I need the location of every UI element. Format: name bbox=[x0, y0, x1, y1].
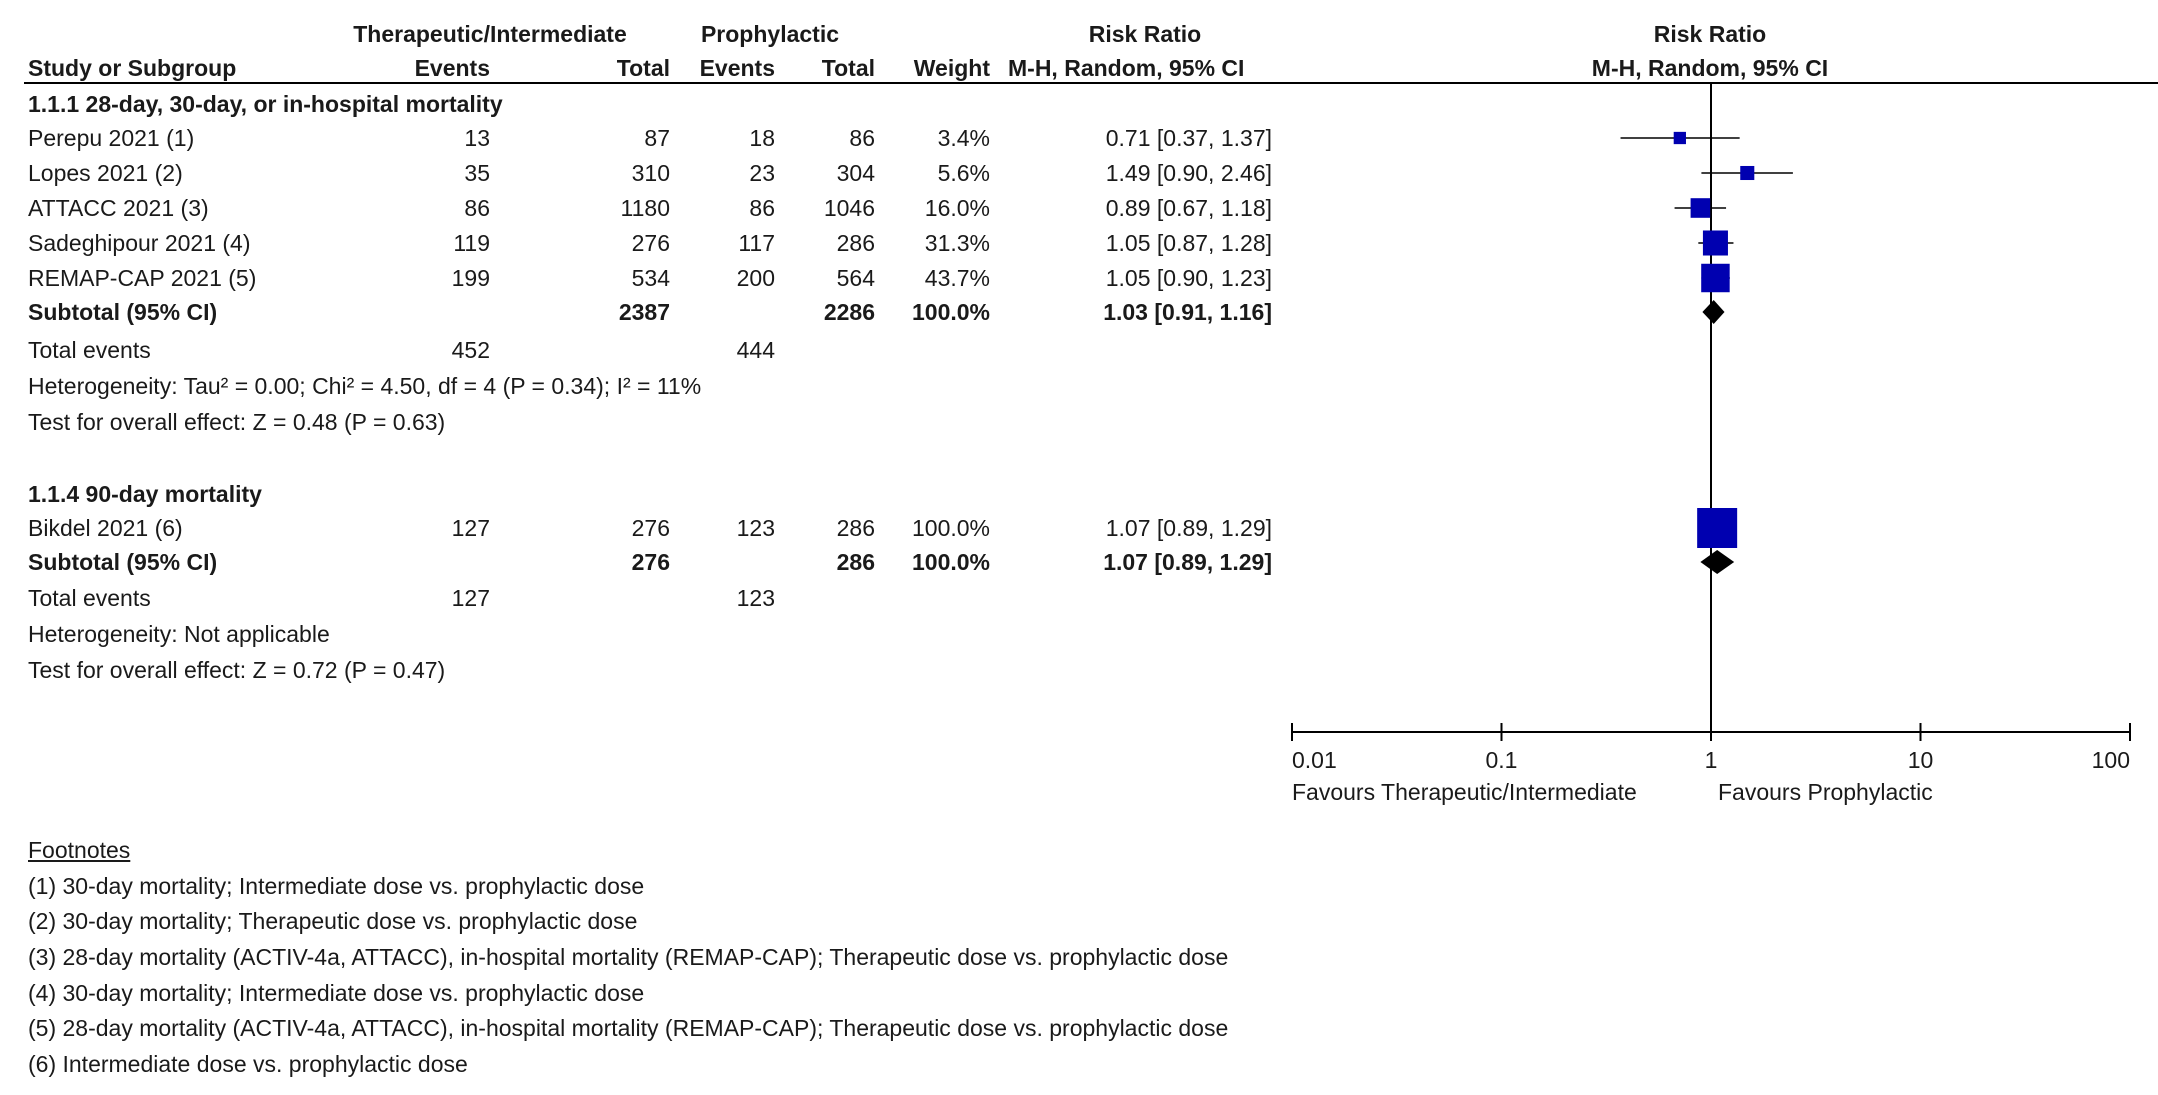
weight-value: 3.4% bbox=[937, 125, 990, 151]
study-square bbox=[1740, 166, 1754, 180]
weight-value: 31.3% bbox=[924, 230, 990, 256]
heterogeneity-text: Heterogeneity: Tau² = 0.00; Chi² = 4.50, df = 4 (P = 0.34); I² = 11% bbox=[28, 373, 702, 399]
ci-value: 1.05 [0.87, 1.28] bbox=[1105, 230, 1272, 256]
subtotal-total1: 276 bbox=[631, 549, 670, 575]
total2-value: 86 bbox=[849, 125, 875, 151]
study-name: ATTACC 2021 (3) bbox=[28, 195, 209, 221]
study-name: Sadeghipour 2021 (4) bbox=[28, 230, 251, 256]
events1-header: Events bbox=[414, 55, 490, 81]
weight-value: 16.0% bbox=[924, 195, 990, 221]
subtotal-weight: 100.0% bbox=[911, 549, 990, 575]
rr-title: Risk Ratio bbox=[1088, 21, 1202, 47]
study-square bbox=[1703, 230, 1728, 255]
subgroup-title: 1.1.1 28-day, 30-day, or in-hospital mortality bbox=[28, 91, 503, 117]
footnote-item: (4) 30-day mortality; Intermediate dose vs. prophylactic dose bbox=[28, 980, 645, 1006]
study-name: Lopes 2021 (2) bbox=[28, 160, 183, 186]
plot-method-header: M-H, Random, 95% CI bbox=[1591, 55, 1829, 81]
footnote-item: (1) 30-day mortality; Intermediate dose vs. prophylactic dose bbox=[28, 873, 645, 899]
overall-effect-text: Test for overall effect: Z = 0.72 (P = 0.47) bbox=[28, 657, 446, 683]
events2-value: 200 bbox=[736, 265, 775, 291]
events1-value: 86 bbox=[464, 195, 490, 221]
subtotal-ci: 1.07 [0.89, 1.29] bbox=[1103, 549, 1272, 575]
study-name: Perepu 2021 (1) bbox=[28, 125, 195, 151]
subtotal-total2: 2286 bbox=[823, 299, 875, 325]
subtotal-total2: 286 bbox=[836, 549, 875, 575]
study-name: REMAP-CAP 2021 (5) bbox=[28, 265, 257, 291]
rr-method-header: M-H, Random, 95% CI bbox=[1008, 55, 1245, 81]
events2-value: 117 bbox=[738, 230, 775, 256]
favours-left-label: Favours Therapeutic/Intermediate bbox=[1292, 779, 1637, 805]
overall-effect-text: Test for overall effect: Z = 0.48 (P = 0.63) bbox=[28, 409, 446, 435]
x-tick-label: 100 bbox=[2091, 747, 2130, 773]
weight-header: Weight bbox=[913, 55, 990, 81]
subgroup-title: 1.1.4 90-day mortality bbox=[28, 481, 262, 507]
group1-header: Therapeutic/Intermediate bbox=[353, 21, 627, 47]
subtotal-ci: 1.03 [0.91, 1.16] bbox=[1103, 299, 1272, 325]
events2-value: 123 bbox=[736, 515, 775, 541]
weight-value: 100.0% bbox=[911, 515, 990, 541]
total-events2: 444 bbox=[736, 337, 775, 363]
total2-header: Total bbox=[821, 55, 875, 81]
subtotal-weight: 100.0% bbox=[911, 299, 990, 325]
footnote-item: (3) 28-day mortality (ACTIV-4a, ATTACC), in-hospital mortality (REMAP-CAP); Therapeutic dose vs. prophylactic dose bbox=[28, 944, 1229, 970]
weight-value: 5.6% bbox=[937, 160, 990, 186]
study-column-header: Study or Subgroup bbox=[28, 55, 237, 81]
study-square bbox=[1701, 264, 1729, 292]
events1-value: 127 bbox=[451, 515, 490, 541]
total-events-label: Total events bbox=[28, 337, 151, 363]
weight-value: 43.7% bbox=[924, 265, 990, 291]
ci-value: 1.07 [0.89, 1.29] bbox=[1105, 515, 1272, 541]
events2-value: 86 bbox=[749, 195, 775, 221]
total1-header: Total bbox=[616, 55, 670, 81]
subtotal-diamond bbox=[1700, 550, 1734, 574]
footnote-item: (5) 28-day mortality (ACTIV-4a, ATTACC), in-hospital mortality (REMAP-CAP); Therapeutic dose vs. prophylactic dose bbox=[28, 1015, 1229, 1041]
subtotal-diamond bbox=[1702, 300, 1724, 324]
subtotal-total1: 2387 bbox=[618, 299, 670, 325]
total2-value: 304 bbox=[836, 160, 875, 186]
total-events-label: Total events bbox=[28, 585, 151, 611]
total1-value: 276 bbox=[631, 230, 670, 256]
study-name: Bikdel 2021 (6) bbox=[28, 515, 183, 541]
footnote-item: (2) 30-day mortality; Therapeutic dose vs. prophylactic dose bbox=[28, 908, 638, 934]
total-events1: 452 bbox=[451, 337, 490, 363]
total1-value: 1180 bbox=[620, 195, 670, 221]
total2-value: 286 bbox=[836, 515, 875, 541]
total1-value: 276 bbox=[631, 515, 670, 541]
x-tick-label: 0.01 bbox=[1292, 747, 1337, 773]
x-tick-label: 1 bbox=[1704, 747, 1718, 773]
total2-value: 286 bbox=[836, 230, 875, 256]
subtotal-label: Subtotal (95% CI) bbox=[28, 549, 218, 575]
total-events2: 123 bbox=[736, 585, 775, 611]
ci-value: 1.05 [0.90, 1.23] bbox=[1105, 265, 1272, 291]
ci-value: 0.89 [0.67, 1.18] bbox=[1105, 195, 1272, 221]
events2-header: Events bbox=[699, 55, 775, 81]
x-tick-label: 10 bbox=[1907, 747, 1934, 773]
plot-title: Risk Ratio bbox=[1653, 21, 1767, 47]
footnote-item: (6) Intermediate dose vs. prophylactic dose bbox=[28, 1051, 468, 1077]
study-square bbox=[1691, 198, 1711, 218]
total2-value: 564 bbox=[836, 265, 875, 291]
x-tick-label: 0.1 bbox=[1485, 747, 1518, 773]
footnotes-title: Footnotes bbox=[28, 837, 131, 863]
ci-value: 0.71 [0.37, 1.37] bbox=[1105, 125, 1272, 151]
events1-value: 13 bbox=[464, 125, 490, 151]
events2-value: 18 bbox=[749, 125, 775, 151]
total1-value: 534 bbox=[631, 265, 670, 291]
total1-value: 87 bbox=[644, 125, 670, 151]
favours-right-label: Favours Prophylactic bbox=[1718, 779, 1933, 805]
events1-value: 199 bbox=[451, 265, 490, 291]
events1-value: 119 bbox=[453, 230, 490, 256]
subtotal-label: Subtotal (95% CI) bbox=[28, 299, 218, 325]
total2-value: 1046 bbox=[823, 195, 875, 221]
group2-header: Prophylactic bbox=[700, 21, 840, 47]
ci-value: 1.49 [0.90, 2.46] bbox=[1105, 160, 1272, 186]
total-events1: 127 bbox=[451, 585, 490, 611]
events1-value: 35 bbox=[464, 160, 490, 186]
heterogeneity-text: Heterogeneity: Not applicable bbox=[28, 621, 330, 647]
study-square bbox=[1697, 508, 1737, 548]
study-square bbox=[1674, 132, 1686, 144]
events2-value: 23 bbox=[749, 160, 775, 186]
total1-value: 310 bbox=[631, 160, 670, 186]
